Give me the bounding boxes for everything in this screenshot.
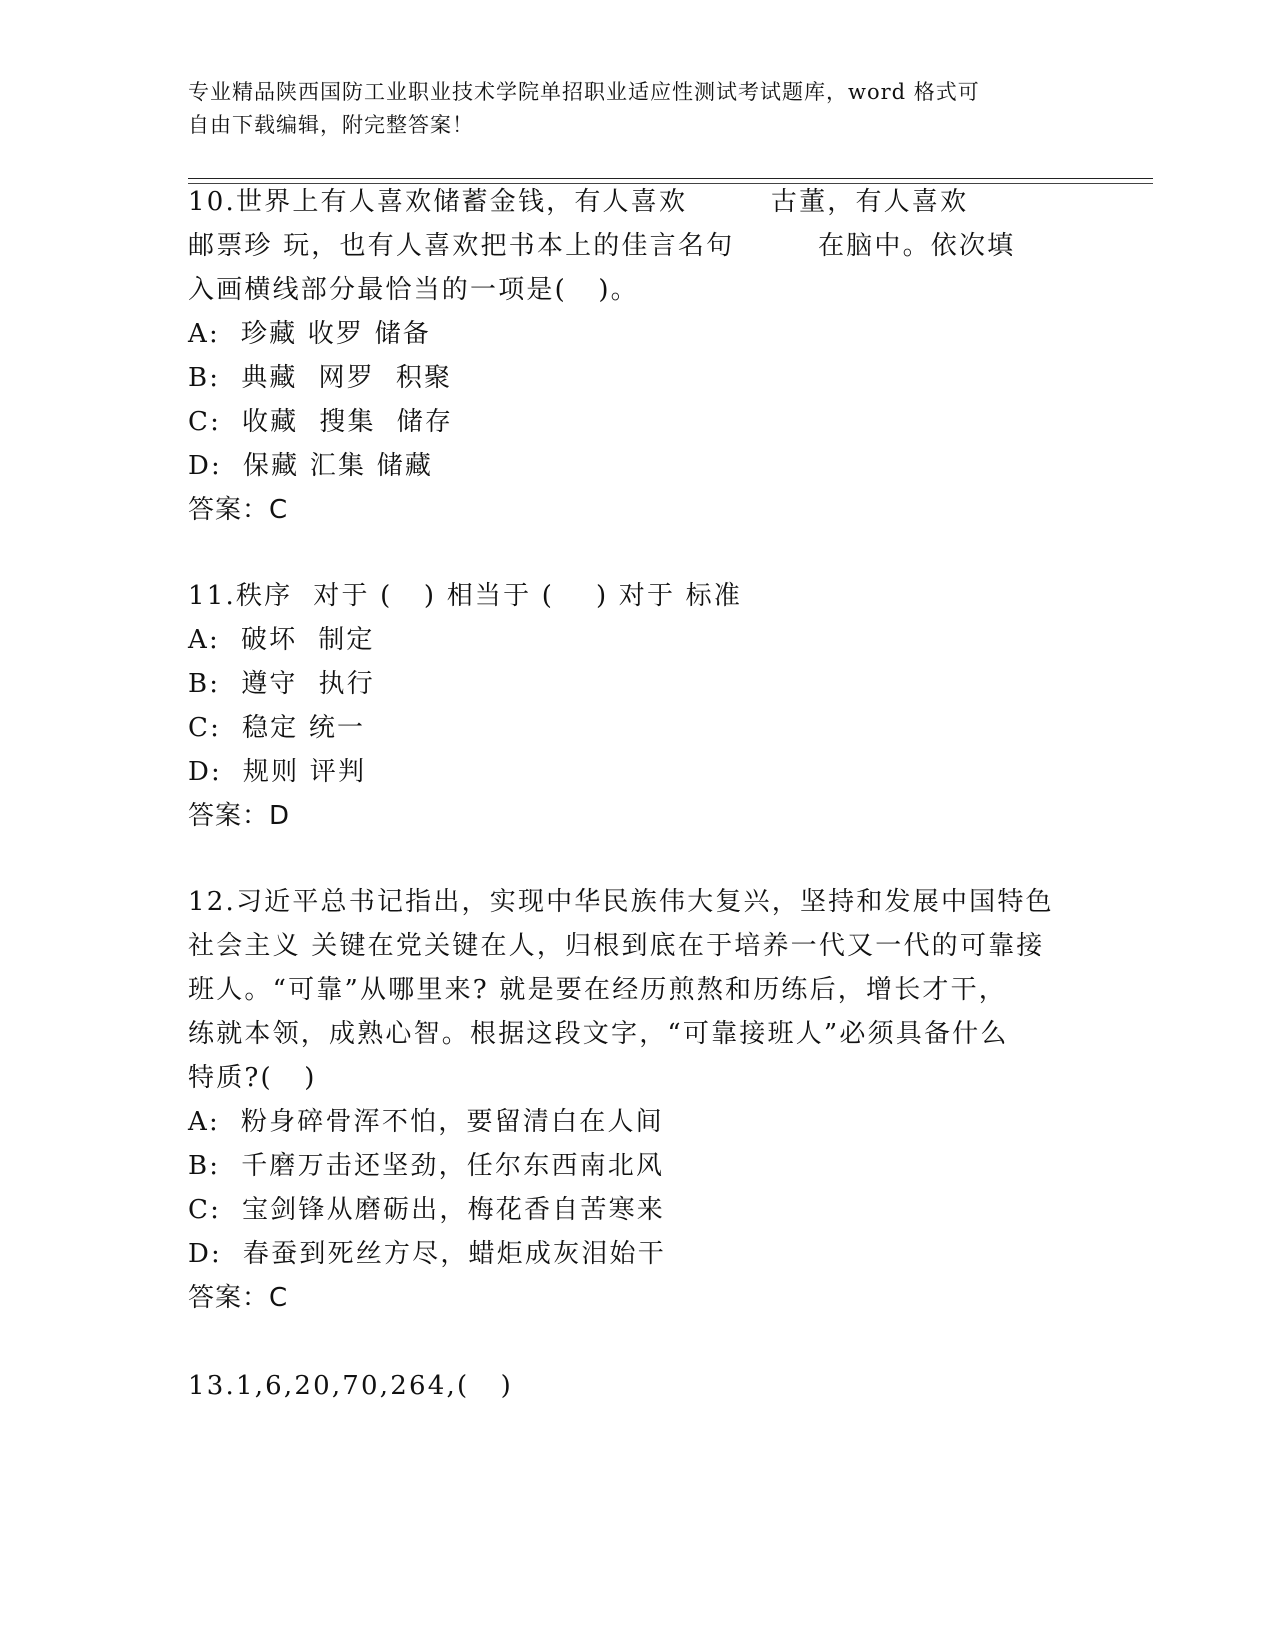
- header-divider: [188, 178, 1153, 179]
- question-10-option-c: C: 收藏 搜集 储存: [188, 407, 454, 437]
- question-12-option-d: D: 春蚕到死丝方尽，蜡炬成灰泪始干: [188, 1239, 666, 1269]
- question-10-line-1: 10.世界上有人喜欢储蓄金钱，有人喜欢 古董，有人喜欢: [188, 187, 969, 217]
- question-13-line-1: 13.1,6,20,70,264,( ): [188, 1371, 514, 1401]
- question-10-line-2: 邮票珍 玩，也有人喜欢把书本上的佳言名句 在脑中。依次填: [188, 231, 1016, 261]
- question-12-option-c: C: 宝剑锋从磨砺出，梅花香自苦寒来: [188, 1195, 665, 1225]
- document-header: [188, 76, 1068, 142]
- header-line-2: 自由下载编辑，附完整答案！: [188, 113, 474, 137]
- question-11-answer: 答案：D: [188, 801, 291, 831]
- question-12-option-a: A: 粉身碎骨浑不怕，要留清白在人间: [188, 1107, 664, 1137]
- question-10-option-d: D: 保藏 汇集 储藏: [188, 451, 434, 481]
- question-12-line-3: 班人。“可靠”从哪里来? 就是要在经历煎熬和历练后，增长才干，: [188, 975, 1007, 1005]
- header-divider-secondary: [188, 183, 1153, 184]
- question-12-answer: 答案：C: [188, 1283, 289, 1313]
- question-12-line-1: 12.习近平总书记指出，实现中华民族伟大复兴，坚持和发展中国特色: [188, 887, 1054, 917]
- question-11-option-a: A: 破坏 制定: [188, 625, 375, 655]
- question-10-line-3: 入画横线部分最恰当的一项是( )。: [188, 275, 639, 305]
- question-11-option-c: C: 稳定 统一: [188, 713, 366, 743]
- question-10-answer: 答案：C: [188, 495, 289, 525]
- question-12-line-2: 社会主义 关键在党关键在人，归根到底在于培养一代又一代的可靠接: [188, 931, 1045, 961]
- question-12-line-4: 练就本领，成熟心智。根据这段文字，“可靠接班人”必须具备什么: [188, 1019, 1009, 1049]
- question-12-line-5: 特质?( ): [188, 1063, 317, 1093]
- header-line-1: 专业精品陕西国防工业职业技术学院单招职业适应性测试考试题库，word 格式可: [188, 80, 980, 104]
- question-10-option-b: B: 典藏 网罗 积聚: [188, 363, 453, 393]
- question-11-line-1: 11.秩序 对于 ( ) 相当于 ( ) 对于 标准: [188, 581, 743, 611]
- question-11-option-d: D: 规则 评判: [188, 757, 367, 787]
- question-10-option-a: A: 珍藏 收罗 储备: [188, 319, 431, 349]
- question-11-option-b: B: 遵守 执行: [188, 669, 375, 699]
- question-12-option-b: B: 千磨万击还坚劲，任尔东西南北风: [188, 1151, 665, 1181]
